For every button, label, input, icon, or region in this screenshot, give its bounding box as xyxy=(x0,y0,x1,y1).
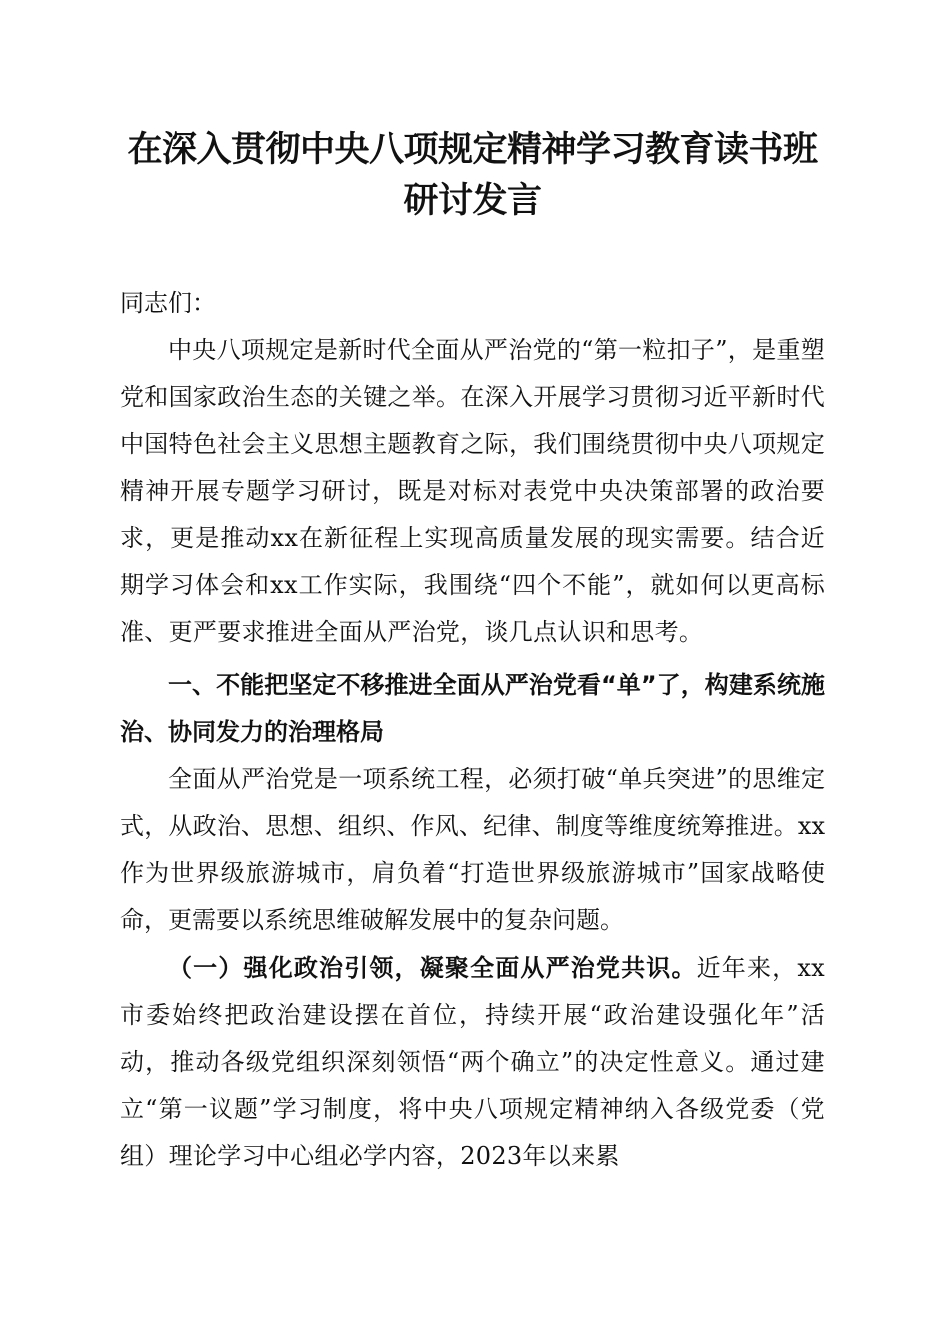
salutation: 同志们： xyxy=(120,289,216,317)
subsection-1-lead: （一）强化政治引领，凝聚全面从严治党共识。 xyxy=(168,953,697,982)
intro-paragraph: 中央八项规定是新时代全面从严治党的“第一粒扣子”，是重塑党和国家政治生态的关键之举。在深入开展学习贯彻习近平新时代中国特色社会主义思想主题教育之际，我们围绕贯彻中央八项规定精神开展专题学习研讨，既是对标对表党中央决策部署的政治要求，更是推动xx在新征程上实现高质量发展的现实需要。结合近期学习体会和xx工作实际，我围绕“四个不能”，就如何以更高标准、更严要求推进全面从严治党，谈几点认识和思考。 xyxy=(120,336,825,646)
subsection-1-text: 近年来，xx市委始终把政治建设摆在首位，持续开展“政治建设强化年”活动，推动各级党组织深刻领悟“两个确立”的决定性意义。通过建立“第一议题”学习制度，将中央八项规定精神纳入各级党委（党组）理论学习中心组必学内容，2023年以来累 xyxy=(120,954,825,1170)
document-page xyxy=(120,124,825,1180)
section-heading-1: 一、不能把坚定不移推进全面从严治党看“单”了，构建系统施治、协同发力的治理格局 xyxy=(120,671,825,746)
subsection-1-paragraph xyxy=(120,944,825,1180)
section-1-paragraph: 全面从严治党是一项系统工程，必须打破“单兵突进”的思维定式，从政治、思想、组织、作风、纪律、制度等维度统筹推进。xx作为世界级旅游城市，肩负着“打造世界级旅游城市”国家战略使命，更需要以系统思维破解发展中的复杂问题。 xyxy=(120,765,825,934)
document-title: 在深入贯彻中央八项规定精神学习教育读书班研讨发言 xyxy=(127,129,818,221)
